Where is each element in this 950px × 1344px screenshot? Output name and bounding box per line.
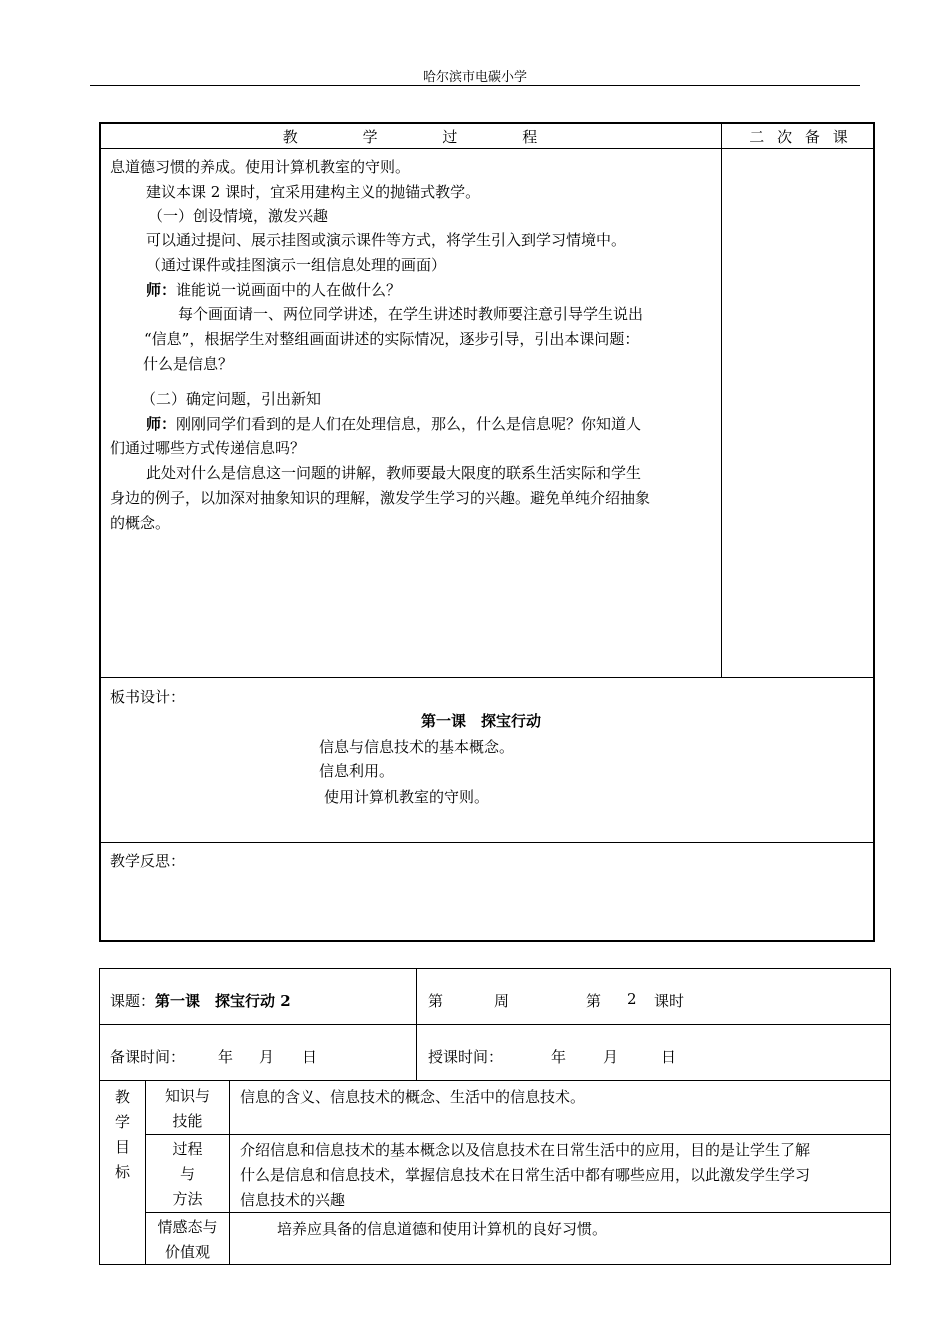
header-rule: [90, 85, 860, 86]
header-char: 备: [804, 128, 820, 146]
table-rule: [99, 1080, 891, 1081]
goal-text: 信息技术的兴趣: [240, 1191, 346, 1209]
topic-value: 第一课 探宝行动 2: [155, 992, 291, 1010]
board-item: 信息与信息技术的基本概念。: [319, 738, 515, 756]
process-line: 息道德习惯的养成。使用计算机教室的守则。: [110, 158, 411, 176]
teacher-prefix: 师：: [146, 281, 177, 299]
teach-year: 年: [551, 1048, 567, 1066]
board-section-rule: [99, 677, 875, 678]
goal-text: 什么是信息和信息技术，掌握信息技术在日常生活中都有哪些应用，以此激发学生学习: [240, 1166, 811, 1184]
process-table-header-rule: [99, 148, 875, 149]
table-rule: [99, 1024, 891, 1025]
prep-year: 年: [218, 1048, 234, 1066]
category-line: 方法: [172, 1190, 203, 1208]
week-suffix: 周: [494, 992, 510, 1010]
process-line: （通过课件或挂图演示一组信息处理的画面）: [146, 256, 447, 274]
table-rule: [145, 1212, 891, 1213]
header-char: 程: [522, 128, 538, 146]
process-line: 们通过哪些方式传递信息吗？: [110, 439, 306, 457]
teach-month: 月: [603, 1048, 619, 1066]
category-line: 与: [179, 1165, 195, 1183]
goal-char: 教: [114, 1088, 130, 1106]
table-rule: [145, 1134, 891, 1135]
process-line: 可以通过提问、展示挂图或演示课件等方式，将学生引入到学习情境中。: [146, 231, 627, 249]
reflection-label: 教学反思：: [110, 852, 186, 870]
board-title: 第一课 探宝行动: [421, 712, 542, 730]
header-char: 过: [442, 128, 458, 146]
reflection-section-rule: [99, 842, 875, 843]
goal-text: 培养应具备的信息道德和使用计算机的良好习惯。: [277, 1220, 608, 1238]
process-line: 什么是信息？: [143, 355, 234, 373]
table-divider: [229, 1080, 230, 1265]
header-char: 学: [362, 128, 378, 146]
goal-char: 学: [114, 1113, 130, 1131]
prep-day: 日: [302, 1048, 318, 1066]
teacher-text: 刚刚同学们看到的是人们在处理信息，那么，什么是信息呢？你知道人: [176, 415, 642, 433]
prep-month: 月: [259, 1048, 275, 1066]
header-char: 次: [777, 128, 793, 146]
period-suffix: 课时: [654, 992, 685, 1010]
category-process: [146, 1137, 229, 1212]
category-knowledge: [146, 1084, 229, 1134]
category-attitude: [146, 1215, 229, 1265]
header-char: 教: [282, 128, 298, 146]
category-line: 技能: [172, 1112, 203, 1130]
topic-label: 课题：: [110, 992, 156, 1010]
col-header-teaching-process: [99, 126, 721, 147]
topic-cell: [110, 990, 291, 1011]
category-line: 价值观: [164, 1243, 210, 1261]
col-header-second-prep: [722, 126, 875, 147]
process-line: （一）创设情境，激发兴趣: [148, 207, 329, 225]
teacher-prefix: 师：: [146, 415, 177, 433]
process-line: 建议本课 2 课时，宜采用建构主义的抛锚式教学。: [146, 183, 481, 201]
week-label: 第: [428, 992, 444, 1010]
goal-char: 目: [114, 1138, 130, 1156]
goal-text: 信息的含义、信息技术的概念、生活中的信息技术。: [240, 1088, 586, 1106]
period-label: 第: [586, 992, 602, 1010]
period-value: 2: [627, 990, 637, 1008]
goal-char: 标: [114, 1163, 130, 1181]
teacher-text: 谁能说一说画面中的人在做什么？: [176, 281, 402, 299]
prep-time-label: 备课时间：: [110, 1048, 186, 1066]
board-item: 使用计算机教室的守则。: [324, 788, 490, 806]
board-label: 板书设计：: [110, 688, 186, 706]
teacher-line: [146, 413, 641, 434]
school-header: 哈尔滨市电碳小学: [422, 70, 527, 85]
header-char: 课: [832, 128, 848, 146]
category-line: 知识与: [164, 1087, 210, 1105]
goal-text: 介绍信息和信息技术的基本概念以及信息技术在日常生活中的应用，目的是让学生了解: [240, 1141, 811, 1159]
category-line: 过程: [172, 1140, 203, 1158]
process-line: 的概念。: [110, 514, 171, 532]
process-table-divider: [721, 122, 722, 678]
board-item: 信息利用。: [319, 762, 395, 780]
process-line: 每个画面请一、两位同学讲述，在学生讲述时教师要注意引导学生说出: [178, 305, 644, 323]
header-char: 二: [749, 128, 765, 146]
process-line: 此处对什么是信息这一问题的讲解，教师要最大限度的联系生活实际和学生: [146, 464, 642, 482]
teach-day: 日: [661, 1048, 677, 1066]
process-line: 身边的例子，以加深对抽象知识的理解，激发学生学习的兴趣。避免单纯介绍抽象: [110, 489, 651, 507]
category-line: 情感态与: [157, 1218, 218, 1236]
process-line: （二）确定问题，引出新知: [141, 390, 322, 408]
teacher-line: [146, 279, 401, 300]
process-line: “信息”，根据学生对整组画面讲述的实际情况，逐步引导，引出本课问题：: [144, 330, 640, 348]
table-divider: [416, 968, 417, 1080]
teach-time-label: 授课时间：: [428, 1048, 504, 1066]
